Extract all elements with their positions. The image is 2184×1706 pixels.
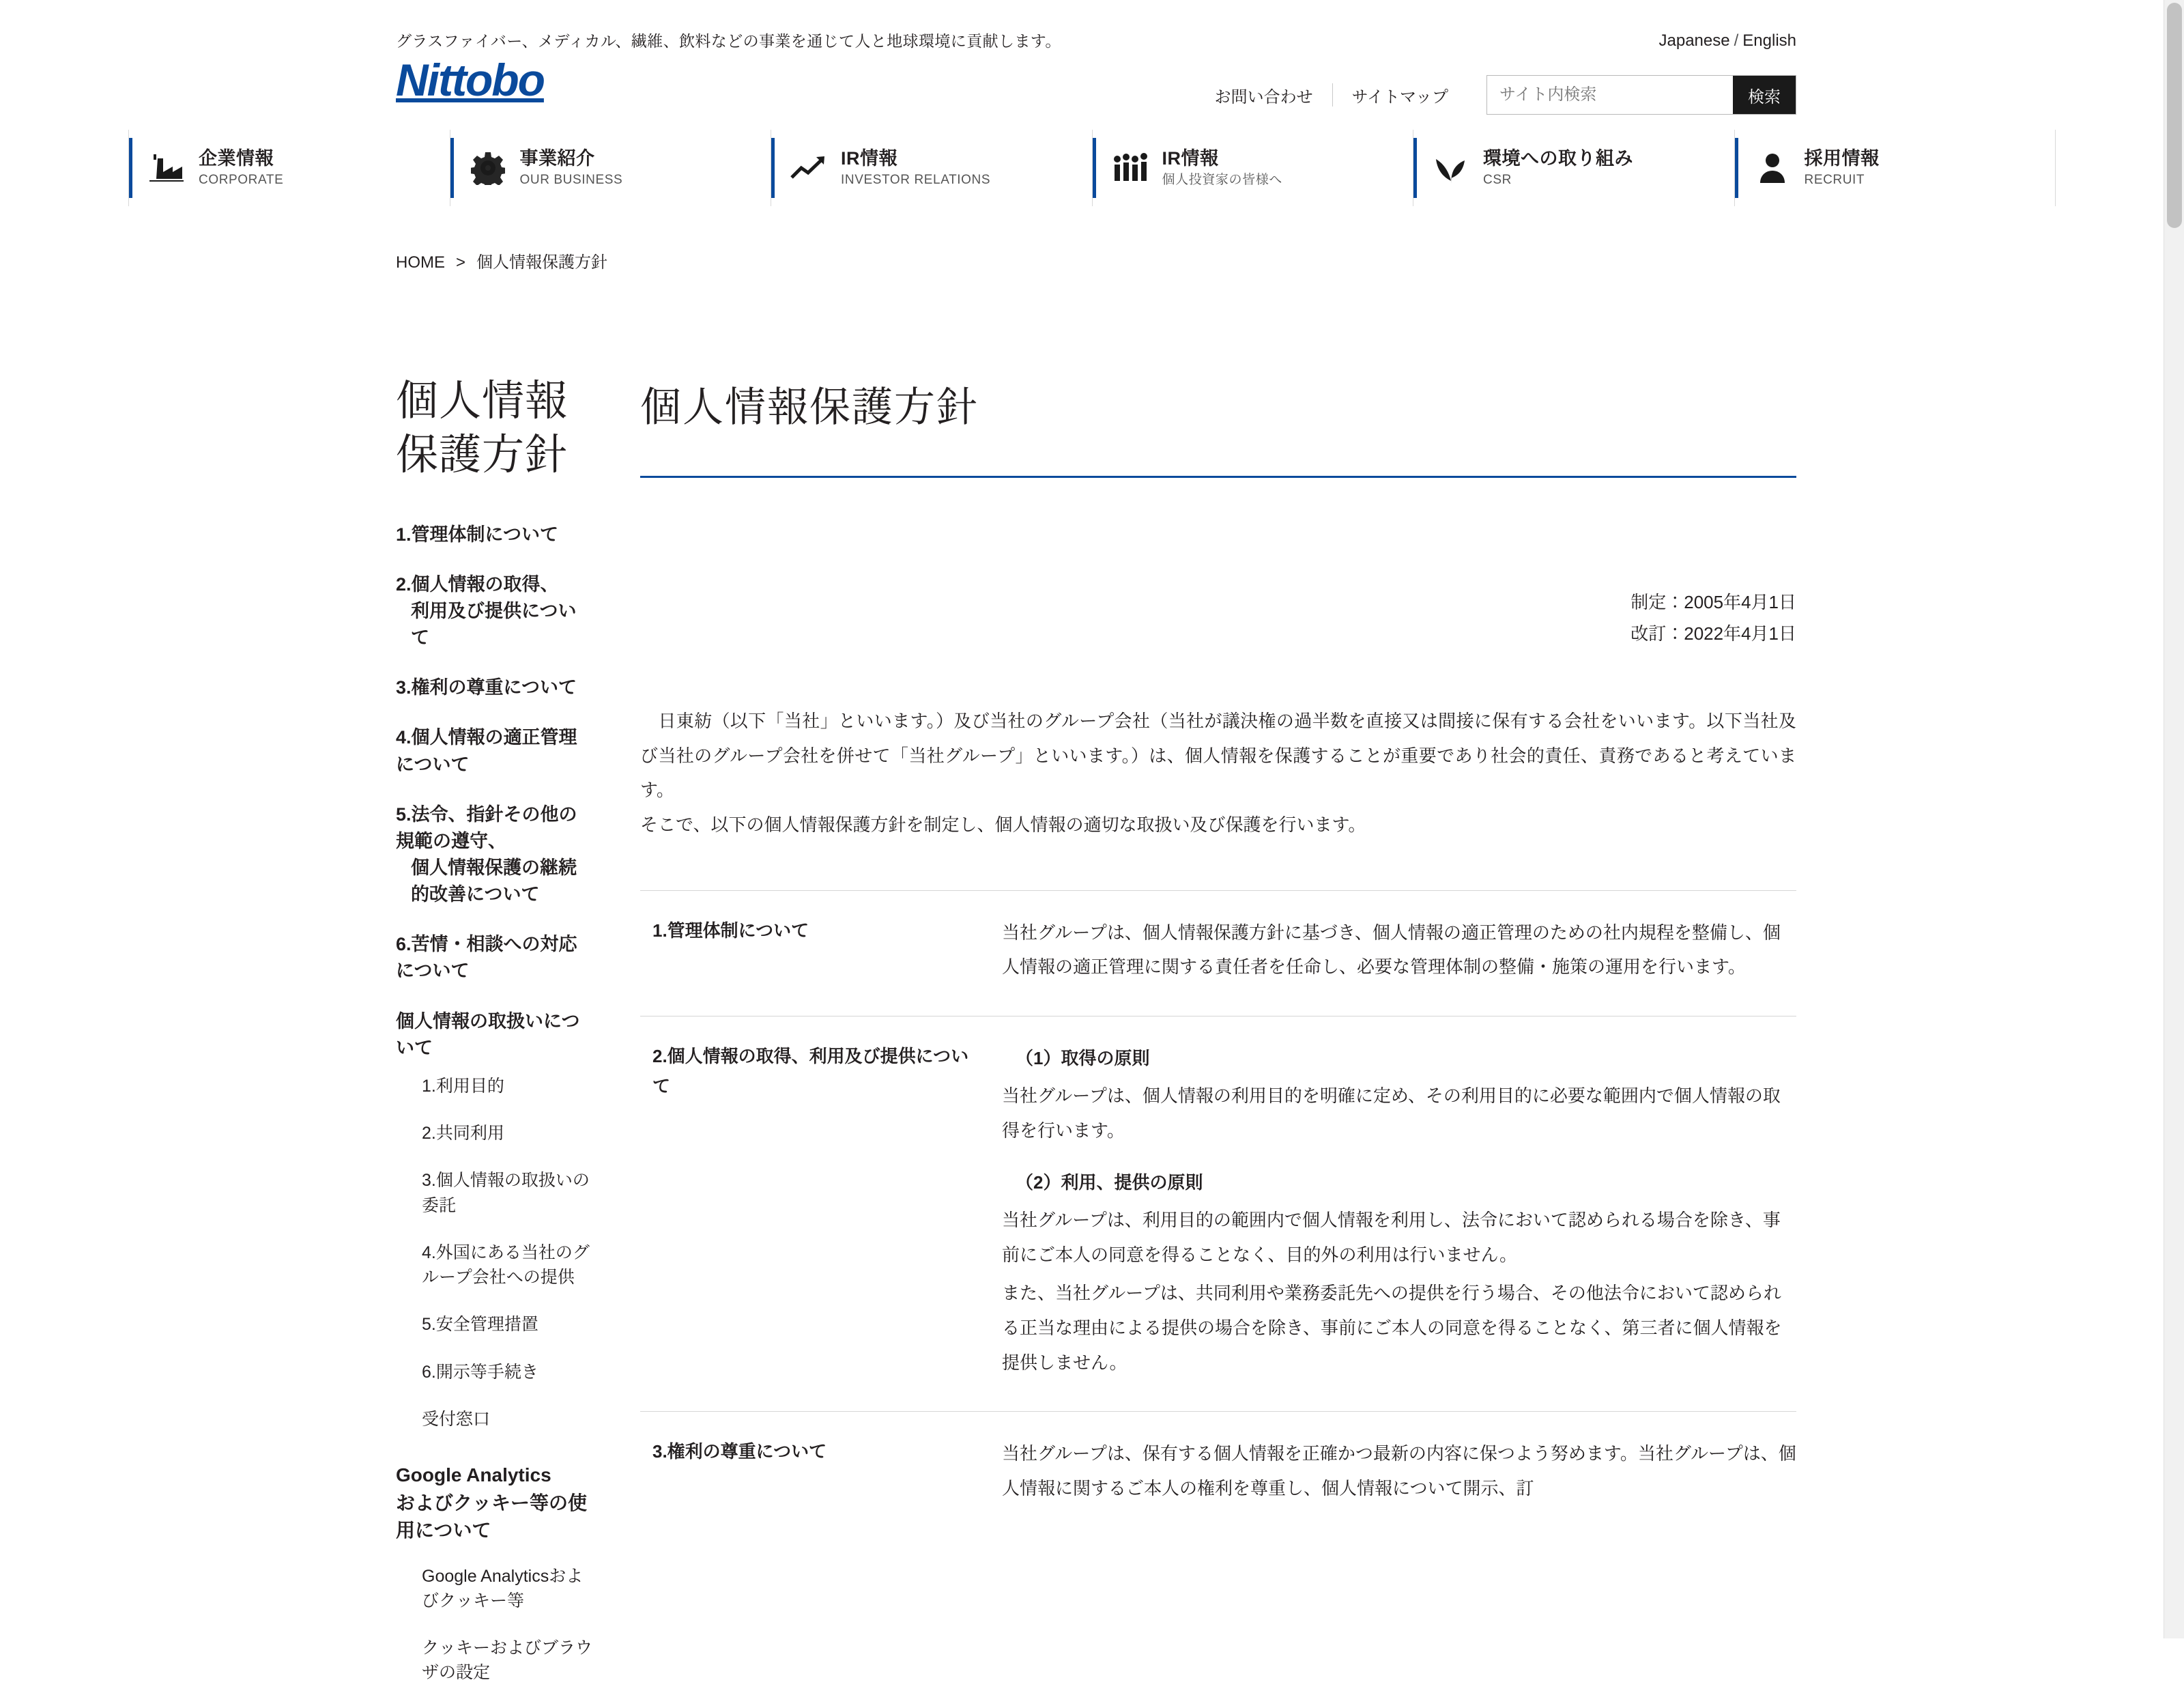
nav-item-recruit[interactable] [1734,130,2056,206]
sidebar-title [396,375,592,483]
sidebar-subitem-contact[interactable]: 受付窓口 [422,1409,491,1429]
sidebar-subitem [422,1312,592,1337]
nav-item-business[interactable] [450,130,771,206]
sidebar-subitem [422,1168,592,1218]
sitemap-link[interactable]: サイトマップ [1351,87,1448,106]
sidebar-ga-heading [396,1462,592,1545]
breadcrumb-arrow: > [456,253,466,272]
sidebar-title-line1: 個人情報 [396,378,569,425]
page-title: 個人情報保護方針 [640,385,979,430]
contact-link[interactable]: お問い合わせ [1214,87,1313,106]
nav-item-ir-individual-texts [1162,148,1282,188]
section-heading-3: 3.権利の尊重について [652,1441,827,1462]
sidebar [128,375,592,1706]
sidebar-item-handling[interactable] [396,1008,592,1062]
table-row [640,890,1796,1016]
main-content [128,272,2056,1706]
sidebar-item [396,801,592,909]
section-2-sub2: （2）利用、提供の原則 [1016,1172,1203,1193]
sidebar-item-5[interactable] [396,801,592,909]
language-separator: / [1734,31,1739,50]
sidebar-subnav [396,1074,592,1432]
nav-item-recruit-label-en: RECRUIT [1804,173,1865,188]
nav-item-csr-texts [1483,148,1633,188]
date-revised: 改訂：2022年4月1日 [1630,623,1796,644]
nav-item-ir-label-ja: IR情報 [841,148,897,169]
sidebar-item [396,1008,592,1432]
nav-item-ir-label-en: INVESTOR RELATIONS [841,173,991,188]
policy-table [640,890,1796,1537]
breadcrumb-current: 個人情報保護方針 [476,253,608,272]
nav-item-csr-label-en: CSR [1483,173,1512,188]
section-body-3 [1002,1412,1796,1537]
sidebar-item-6-label: 6.苦情・相談への対応について [396,934,577,982]
section-body-1 [1002,890,1796,1016]
title-divider [640,476,1796,478]
nav-item-business-label-en: OUR BUSINESS [519,173,623,188]
sidebar-ga-item [422,1634,592,1683]
site-search [1486,75,1796,115]
nav-item-csr[interactable] [1413,130,1734,206]
section-2-sub1: （1）取得の原則 [1016,1048,1150,1069]
sidebar-item-5-label-2: 個人情報保護の継続的改善について [411,857,577,905]
sidebar-item [396,724,592,778]
sidebar-item-3[interactable] [396,674,592,701]
search-button[interactable]: 検索 [1733,76,1796,114]
sidebar-item-2[interactable] [396,571,592,651]
person-icon [1754,150,1791,186]
nav-item-ir-texts [841,148,990,188]
breadcrumb-home[interactable]: HOME [396,253,445,272]
sidebar-item-4[interactable] [396,724,592,778]
sidebar-subitem-1[interactable]: 1.利用目的 [422,1076,504,1096]
sidebar-ga-heading-line1: Google Analytics [396,1464,551,1486]
chart-line-icon [790,150,827,186]
sidebar-item-1[interactable] [396,522,592,548]
nav-item-ir-individual-label-en: 個人投資家の皆様へ [1162,173,1282,188]
sidebar-item-4-label: 4.個人情報の適正管理について [396,727,577,775]
nav-item-corporate-label-ja: 企業情報 [199,148,274,169]
nav-item-recruit-label-ja: 採用情報 [1804,148,1880,169]
people-icon [1112,150,1149,186]
sidebar-ga-heading-line2: およびクッキー等の使用について [396,1492,588,1541]
section-body-2 [1002,1017,1796,1412]
leaf-icon [1433,150,1469,186]
article [592,375,2056,1706]
sidebar-item-handling-label: 個人情報の取扱いについて [396,1010,580,1058]
nav-item-business-texts [520,148,623,188]
sidebar-item-1-label: 1.管理体制について [396,524,558,545]
nav-item-corporate-texts [199,148,283,188]
section-heading-1: 1.管理体制について [652,920,809,941]
sidebar-item-3-label: 3.権利の尊重について [396,677,577,698]
table-row [640,1017,1796,1412]
sidebar-subitem [422,1074,592,1098]
scrollbar-thumb[interactable] [2167,3,2182,228]
sidebar-subitem-2[interactable]: 2.共同利用 [422,1124,504,1143]
sidebar-subitem [422,1407,592,1432]
breadcrumb [128,206,2056,272]
table-row [640,1412,1796,1537]
section-2-p1: 当社グループは、個人情報の利用目的を明確に定め、その利用目的に必要な範囲内で個人情報の取得を行います。 [1002,1085,1781,1141]
search-input[interactable] [1487,76,1733,114]
sidebar-ga-item-1[interactable]: Google Analyticsおよびクッキー等 [422,1566,584,1610]
sidebar-ga-item-2[interactable]: クッキーおよびブラウザの設定 [422,1638,593,1682]
language-english[interactable]: English [1742,31,1796,50]
utility-nav [1196,75,1796,115]
section-1-p1: 当社グループは、個人情報保護方針に基づき、個人情報の適正管理のための社内規程を整備し、個人情報の適正管理に関する責任者を任命し、必要な管理体制の整備・施策の運用を行います。 [1002,922,1781,978]
sidebar-subitem-6[interactable]: 6.開示等手続き [422,1362,538,1382]
nav-item-recruit-texts [1805,148,1880,188]
nav-item-corporate[interactable] [128,130,450,206]
sidebar-subitem-5[interactable]: 5.安全管理措置 [422,1315,538,1335]
sidebar-ga-list [396,1563,592,1683]
section-2-p3: また、当社グループは、共同利用や業務委託先への提供を行う場合、その他法令において認められる正当な理由による提供の場合を除き、事前にご本人の同意を得ることなく、第三者に個人情報を提供しません。 [1002,1283,1782,1373]
sidebar-item [396,522,592,548]
nav-item-csr-label-ja: 環境への取り組み [1483,148,1633,169]
global-nav [128,130,2056,206]
language-japanese[interactable]: Japanese [1658,31,1730,50]
site-logo[interactable]: Nittobo [396,55,544,105]
sidebar-subitem [422,1240,592,1290]
sidebar-item-2-label: 2.個人情報の取得、 [396,573,559,595]
date-established: 制定：2005年4月1日 [1630,592,1796,612]
sidebar-ga-item [422,1563,592,1612]
sidebar-subitem [422,1121,592,1146]
sidebar-item-5-label: 5.法令、指針その他の規範の遵守、 [396,804,577,851]
lead-paragraph-2: そこで、以下の個人情報保護方針を制定し、個人情報の適切な取扱い及び保護を行います。 [640,814,1366,836]
sidebar-item-2-label-2: 利用及び提供について [411,601,577,649]
document-dates [640,587,1796,649]
sidebar-title-line2: 保護方針 [396,432,569,479]
nav-item-corporate-label-en: CORPORATE [199,173,284,188]
nav-item-business-label-ja: 事業紹介 [519,148,595,169]
sidebar-item [396,674,592,701]
sidebar-nav [396,522,592,1432]
sidebar-item [396,571,592,651]
sidebar-item-6[interactable] [396,931,592,984]
sidebar-subitem [422,1360,592,1384]
sidebar-subitem-4[interactable]: 4.外国にある当社のグループ会社への提供 [422,1242,590,1288]
gear-icon [470,150,506,186]
nav-item-ir-individual[interactable] [1092,130,1413,206]
sidebar-item [396,931,592,984]
site-header [128,0,2056,130]
factory-icon [148,150,185,186]
page-scrollbar[interactable] [2164,0,2184,1638]
nav-item-ir[interactable] [771,130,1092,206]
section-3-p1: 当社グループは、保有する個人情報を正確かつ最新の内容に保つよう努めます。当社グループは、個人情報に関するご本人の権利を尊重し、個人情報について開示、訂 [1002,1443,1796,1498]
section-heading-2: 2.個人情報の取得、利用及び提供について [652,1046,969,1097]
section-2-p2: 当社グループは、利用目的の範囲内で個人情報を利用し、法令において認められる場合を除き、事前にご本人の同意を得ることなく、目的外の利用は行いません。 [1002,1209,1781,1265]
sidebar-subitem-3[interactable]: 3.個人情報の取扱いの委託 [422,1171,590,1215]
nav-item-ir-individual-label-ja: IR情報 [1162,148,1219,169]
language-switcher [1659,31,1796,51]
site-tagline: グラスファイバー、メディカル、繊維、飲料などの事業を通じて人と地球環境に貢献します。 [396,32,1061,50]
lead-paragraph [640,704,1796,842]
lead-paragraph-1: 日東紡（以下「当社」といいます。）及び当社のグループ会社（当社が議決権の過半数を直接又は間接に保有する会社をいいます。以下当社及び当社のグループ会社を併せて「当社グループ」といいます。）は、個人情報を保護することが重要であり社会的責任、責務であると考えています。 [640,711,1796,801]
